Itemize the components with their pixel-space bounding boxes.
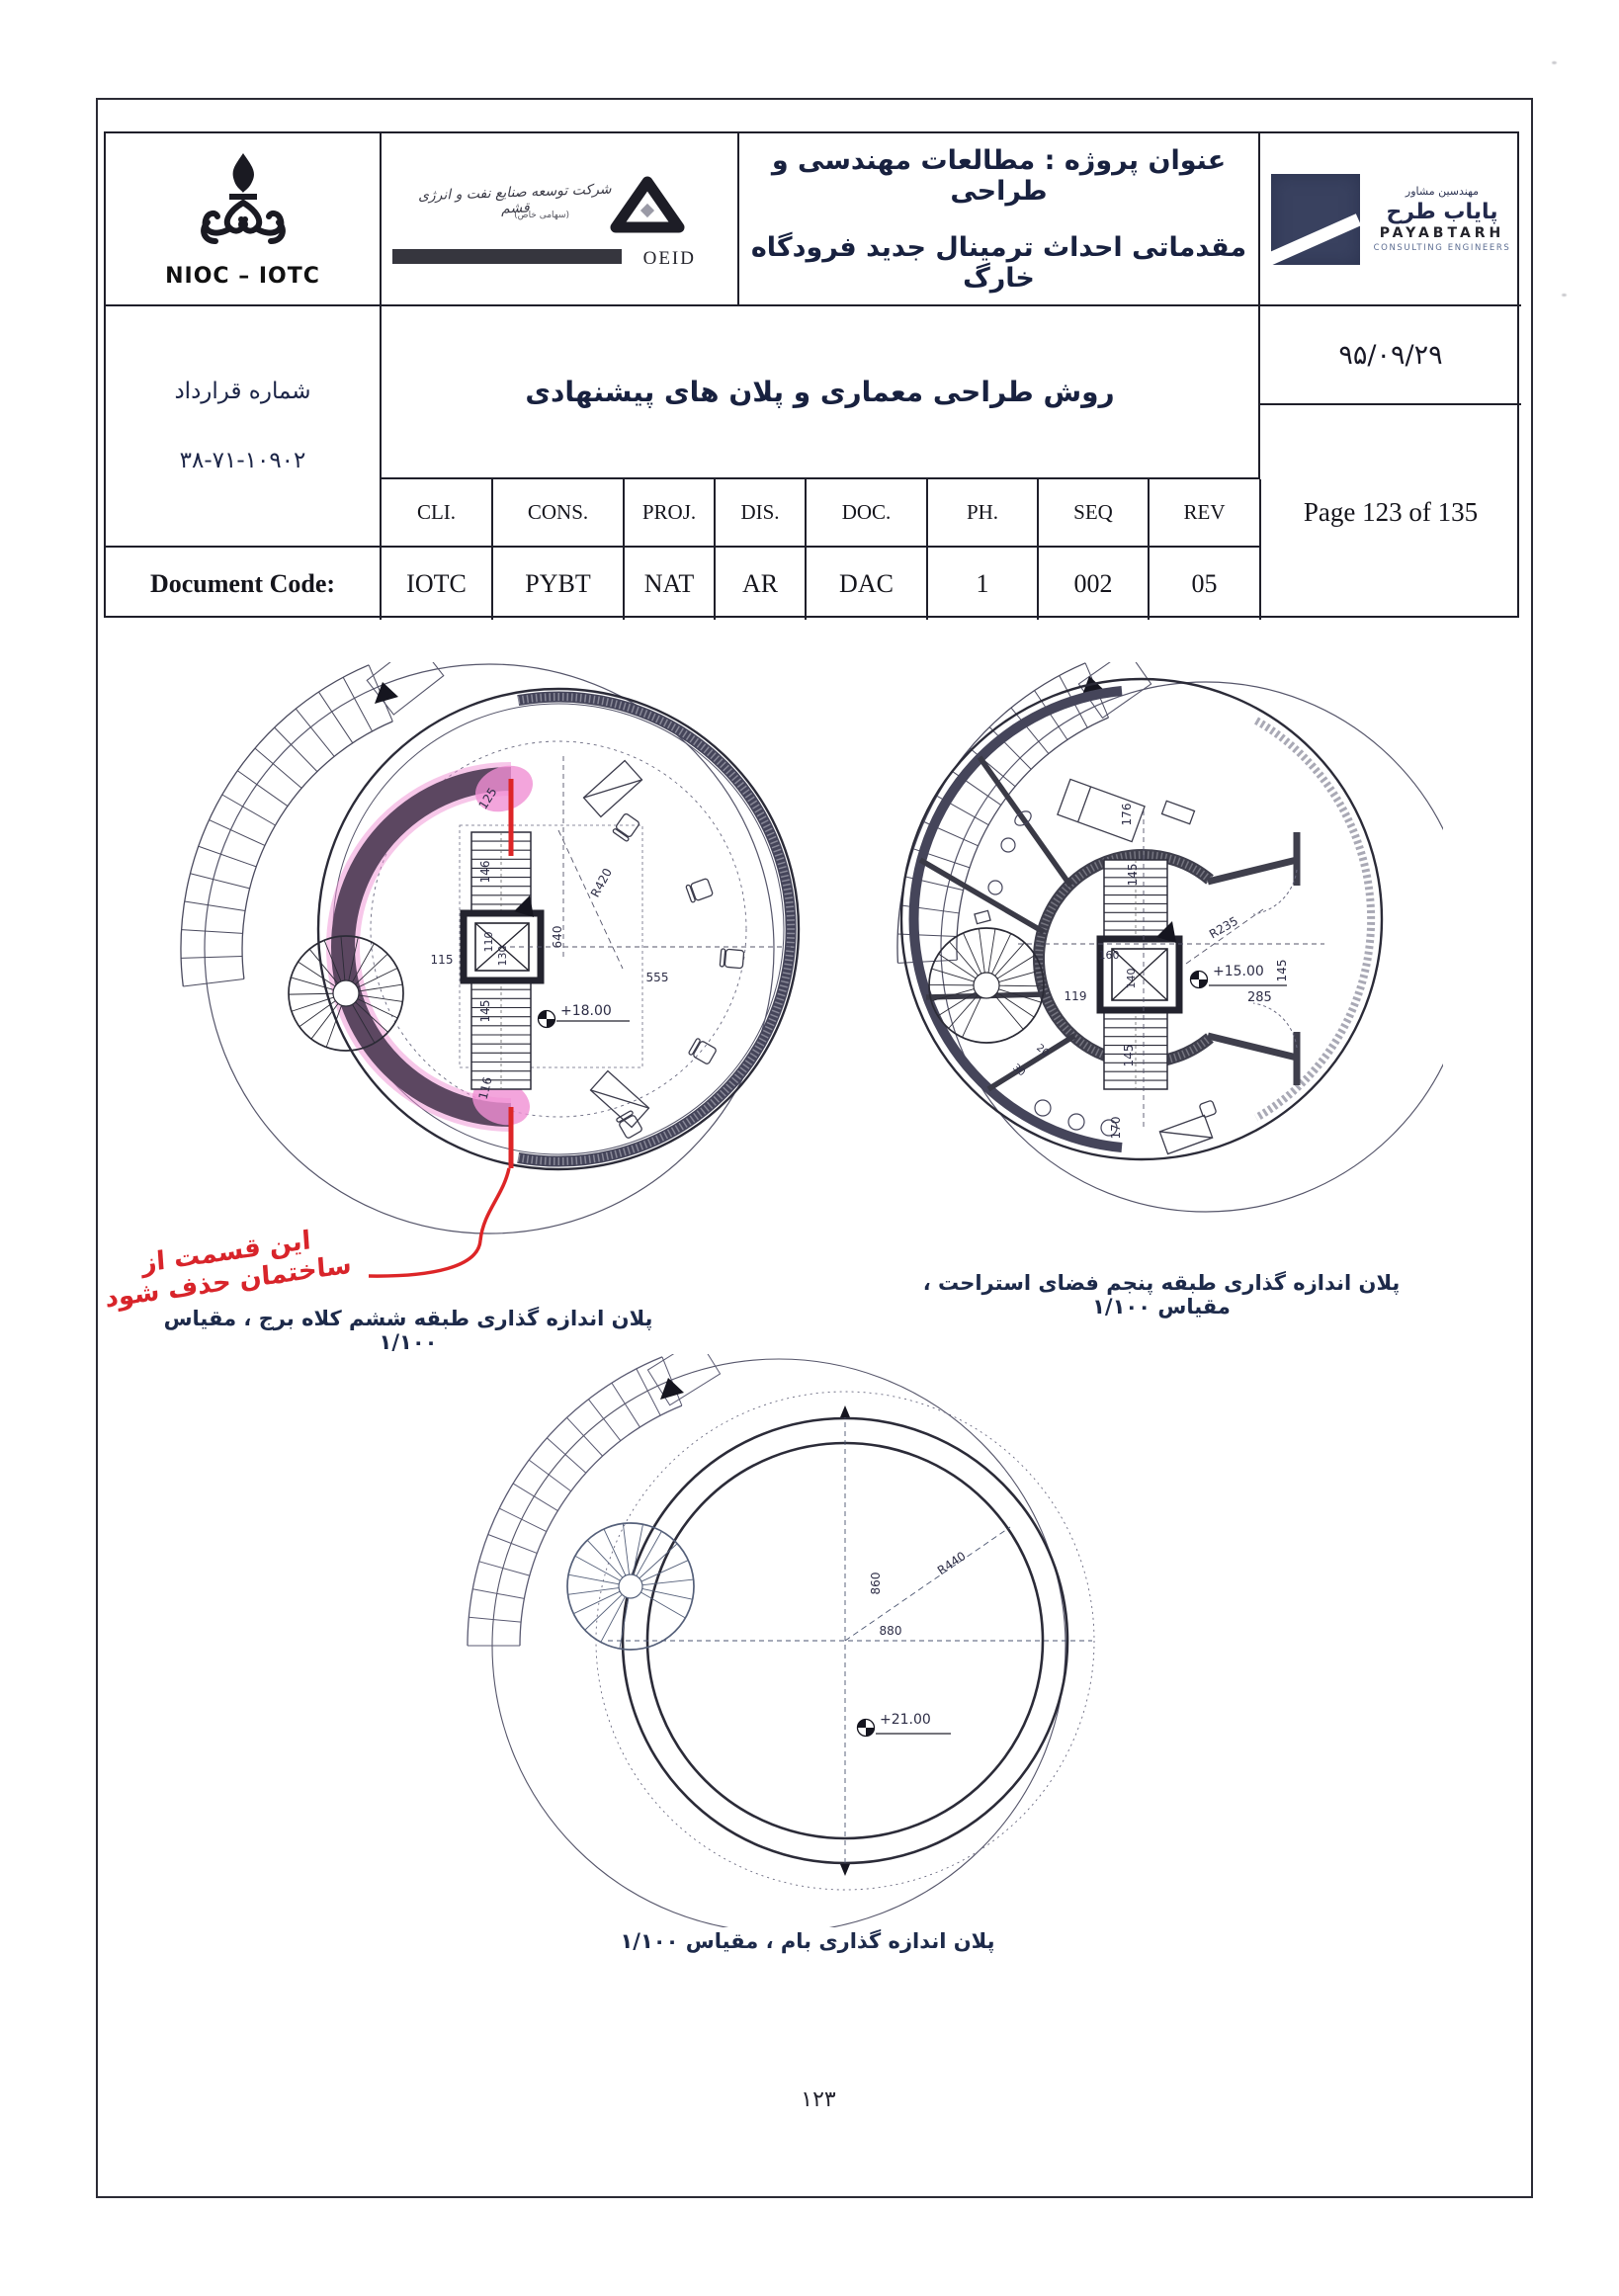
chair [686, 878, 714, 902]
level-marker-icon [539, 1011, 555, 1028]
contract-label: شماره قرارداد [174, 379, 311, 404]
project-title-line2: مقدماتی احداث ترمینال جدید فرودگاه خارگ [750, 231, 1247, 294]
oeid-bar [393, 250, 621, 263]
dim-label: 119 [1064, 989, 1087, 1003]
doc-code-value-proj [625, 548, 716, 620]
dim-label: R440 [934, 1549, 969, 1578]
caption-plan-sixth: پلان اندازه گذاری طبقه ششم کلاه برج ، مقیاس ۱/۱۰۰ [163, 1307, 653, 1354]
dim-label: R420 [587, 866, 615, 900]
partition-wall [988, 1036, 1074, 1089]
payabtarh-fa-name: پایاب طرح [1386, 199, 1498, 224]
project-title-cell [739, 133, 1260, 306]
oeid-logo-cell [382, 133, 739, 306]
scan-speck [1562, 294, 1567, 297]
col-header: CONS. [527, 500, 589, 524]
dim-label: 145 [1275, 959, 1289, 982]
level-label: +18.00 [560, 1003, 612, 1019]
page-number: ۱۲۳ [801, 2087, 836, 2112]
doc-code-header-cons [493, 479, 625, 548]
dim-label: 160 [1098, 949, 1120, 962]
nioc-label: NIOC – IOTC [165, 264, 320, 289]
contract-number-cell [106, 306, 382, 548]
radius-line [558, 830, 623, 969]
col-header: SEQ [1073, 500, 1113, 524]
chair [613, 812, 640, 841]
spiral-staircase [929, 928, 1044, 1043]
caption-plan-roof: پلان اندازه گذاری بام ، مقیاس ۱/۱۰۰ [620, 1929, 995, 1953]
nioc-logo-cell [106, 133, 382, 306]
dim-label: 285 [1247, 990, 1272, 1005]
document-title-cell [382, 306, 1260, 479]
doc-code-header-proj [625, 479, 716, 548]
door-swing [1253, 1003, 1297, 1048]
partition-wall [920, 860, 1044, 932]
radius-line [1186, 909, 1263, 964]
dim-label: 146 [478, 860, 492, 884]
page-info-cell [1260, 405, 1521, 620]
dim-label: 145 [1126, 863, 1140, 887]
payabtarh-en-name: PAYABTARH [1379, 225, 1505, 242]
doc-code-value-seq [1039, 548, 1150, 620]
date-cell [1260, 306, 1521, 405]
desk [1159, 1116, 1212, 1154]
caption-plan-fifth: پلان اندازه گذاری طبقه پنجم فضای استراحت ، مقیاس ۱/۱۰۰ [922, 1271, 1401, 1318]
doc-code-value-cli [382, 548, 493, 620]
doc-code-header-seq [1039, 479, 1150, 548]
fixture-cabinet [975, 910, 990, 923]
dim-label: 130 [496, 945, 509, 967]
doc-code-value-cons [493, 548, 625, 620]
col-header: PROJ. [641, 500, 697, 524]
col-header: DOC. [841, 500, 892, 524]
col-header: REV [1183, 500, 1226, 524]
tick-south [840, 1864, 850, 1876]
level-marker-icon [858, 1720, 875, 1737]
doc-code-header-doc [807, 479, 928, 548]
scan-speck [1552, 61, 1557, 64]
fixture-sink [988, 881, 1002, 894]
doc-code-header-dis [716, 479, 807, 548]
dresser [1162, 801, 1195, 823]
desk [590, 1071, 648, 1128]
col-header: DIS. [740, 500, 780, 524]
code-value: 002 [1073, 568, 1113, 598]
document-title: روش طراحی معماری و پلان های پیشنهادی [525, 376, 1115, 408]
dim-label: R235 [1206, 913, 1241, 942]
arc-staircase [897, 663, 1109, 964]
plan-roof [366, 1354, 1117, 1927]
dim-label: 30 [1010, 1062, 1028, 1079]
door-swing [1253, 870, 1297, 914]
doc-code-value-rev [1150, 548, 1261, 620]
tick-north [840, 1405, 850, 1417]
page-info: Page 123 of 135 [1303, 497, 1479, 527]
plan-fifth-floor [860, 662, 1443, 1216]
payabtarh-fa-small: مهندسین مشاور [1405, 184, 1480, 198]
dim-label: 640 [551, 925, 564, 949]
col-header: PH. [966, 500, 999, 524]
code-value: 1 [976, 568, 989, 598]
stair-flight-down [471, 980, 531, 1089]
payabtarh-square-icon [1271, 174, 1360, 265]
document-code-label-cell [106, 548, 382, 620]
stair-landing [647, 1354, 720, 1405]
spiral-staircase [567, 1523, 694, 1650]
perimeter-wall-right-hatch [1256, 721, 1371, 1118]
dim-label: 170 [1109, 1116, 1123, 1140]
doc-code-value-ph [928, 548, 1039, 620]
doc-code-value-doc [807, 548, 928, 620]
dim-label: 20 [1034, 1042, 1052, 1060]
dim-label: 140 [1125, 968, 1138, 989]
stool [1035, 1100, 1051, 1116]
code-value: AR [741, 568, 779, 598]
desk [583, 761, 641, 817]
code-value: 05 [1191, 568, 1218, 598]
doc-code-value-dis [716, 548, 807, 620]
dim-label: 860 [869, 1572, 883, 1595]
title-block-table [104, 131, 1519, 618]
oeid-script-subtext: (سهامی خاص) [514, 211, 569, 220]
doc-code-header-cli [382, 479, 493, 548]
oeid-script-text: شرکت توسعه صنایع نفت و انرژی قشم [417, 181, 612, 217]
dim-label: 116 [475, 1075, 495, 1101]
stool [1068, 1114, 1084, 1130]
stair-direction-arrow [375, 682, 398, 704]
dim-label: 110 [482, 931, 495, 953]
plan-sixth-floor [163, 662, 825, 1295]
helipad-circle [492, 1359, 1065, 1927]
code-value: NAT [643, 568, 695, 598]
document-date: ۹۵/۰۹/۲۹ [1338, 339, 1443, 371]
dim-label: 145 [478, 999, 492, 1023]
oeid-abbr: OEID [642, 248, 696, 269]
payabtarh-logo-cell [1260, 133, 1521, 306]
arc-staircase [468, 1357, 682, 1646]
nioc-flame-icon [184, 149, 302, 260]
dim-label: 125 [475, 785, 500, 812]
passage-wall [1208, 1036, 1297, 1058]
passage-wall [1208, 860, 1297, 882]
chair [720, 949, 743, 969]
dim-label: 555 [645, 971, 669, 984]
level-label: +15.00 [1213, 964, 1264, 979]
dim-label: 176 [1120, 803, 1134, 826]
red-handwritten-note: این قسمت از ساختمان حذف شود [104, 1225, 353, 1315]
contract-number: ۳۸-۷۱-۱۰۹۰۲ [179, 448, 306, 473]
doc-code-header-rev [1150, 479, 1261, 548]
oeid-triangle-icon [605, 173, 690, 242]
level-label: +21.00 [880, 1712, 931, 1728]
stair-flight-down [1104, 1010, 1167, 1089]
code-value: DAC [839, 568, 894, 598]
code-value: PYBT [525, 568, 591, 598]
payabtarh-en-sub: CONSULTING ENGINEERS [1373, 242, 1511, 253]
dim-label: 880 [879, 1624, 902, 1638]
dim-label: 115 [430, 953, 454, 967]
dim-label: 145 [1122, 1044, 1136, 1067]
code-value: IOTC [406, 568, 467, 598]
doc-code-header-ph [928, 479, 1039, 548]
col-header: CLI. [416, 500, 457, 524]
document-code-label: Document Code: [149, 568, 336, 598]
fixture-toilet [1001, 838, 1015, 852]
chair [1199, 1100, 1217, 1118]
project-title-line1: عنوان پروژه : مطالعات مهندسی و طراحی [771, 144, 1227, 207]
level-marker-icon [1191, 972, 1208, 988]
